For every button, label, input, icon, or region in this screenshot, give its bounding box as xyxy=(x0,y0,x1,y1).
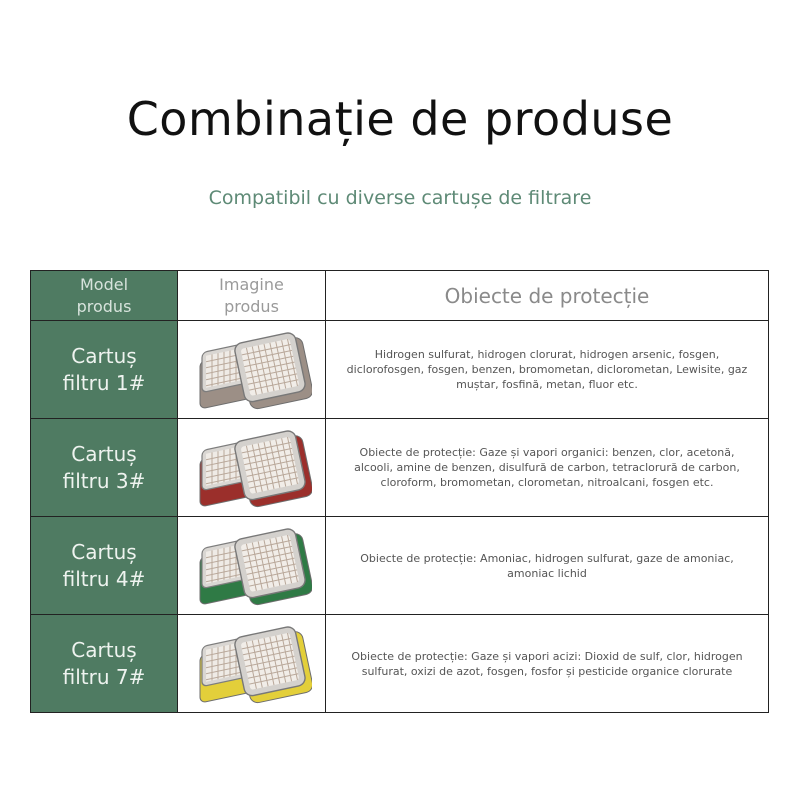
cartridge-image xyxy=(178,615,326,713)
page-title: Combinație de produse xyxy=(126,92,674,146)
cartridge-front xyxy=(233,330,312,411)
row-description: Obiecte de protecție: Gaze și vapori organici: benzen, clor, acetonă, alcooli, amine de benzen, disulfură de carbon, tetraclorură de carbon, cloroform, bromometan, clorometan, nitroalcani, fosgen etc. xyxy=(326,419,769,517)
row-name: Cartuș filtru 3# xyxy=(31,419,178,517)
table-row xyxy=(31,419,769,517)
cartridge-image xyxy=(178,517,326,615)
row-description: Obiecte de protecție: Gaze și vapori acizi: Dioxid de sulf, clor, hidrogen sulfurat, oxizi de azot, fosgen, fosfor și pesticide organice clorurate xyxy=(326,615,769,713)
cartridge-front xyxy=(233,428,312,509)
cartridge-front xyxy=(233,526,312,607)
header-objects: Obiecte de protecție xyxy=(326,271,769,321)
table-row xyxy=(31,321,769,419)
row-description: Obiecte de protecție: Amoniac, hidrogen sulfurat, gaze de amoniac, amoniac lichid xyxy=(326,517,769,615)
cartridge-image xyxy=(178,419,326,517)
table-row xyxy=(31,517,769,615)
row-name: Cartuș filtru 7# xyxy=(31,615,178,713)
cartridge-image xyxy=(178,321,326,419)
row-name: Cartuș filtru 1# xyxy=(31,321,178,419)
header-model: Model produs xyxy=(31,271,178,321)
table-row xyxy=(31,615,769,713)
cartridge-front xyxy=(233,624,312,705)
table-header-row xyxy=(31,271,769,321)
product-table xyxy=(30,270,769,713)
row-name: Cartuș filtru 4# xyxy=(31,517,178,615)
row-description: Hidrogen sulfurat, hidrogen clorurat, hidrogen arsenic, fosgen, diclorofosgen, fosgen, benzen, bromometan, diclorometan, Lewisite, gaz muștar, fosfină, metan, fluor etc. xyxy=(326,321,769,419)
page-subtitle: Compatibil cu diverse cartușe de filtrare xyxy=(208,187,592,209)
header-image: Imagine produs xyxy=(178,271,326,321)
